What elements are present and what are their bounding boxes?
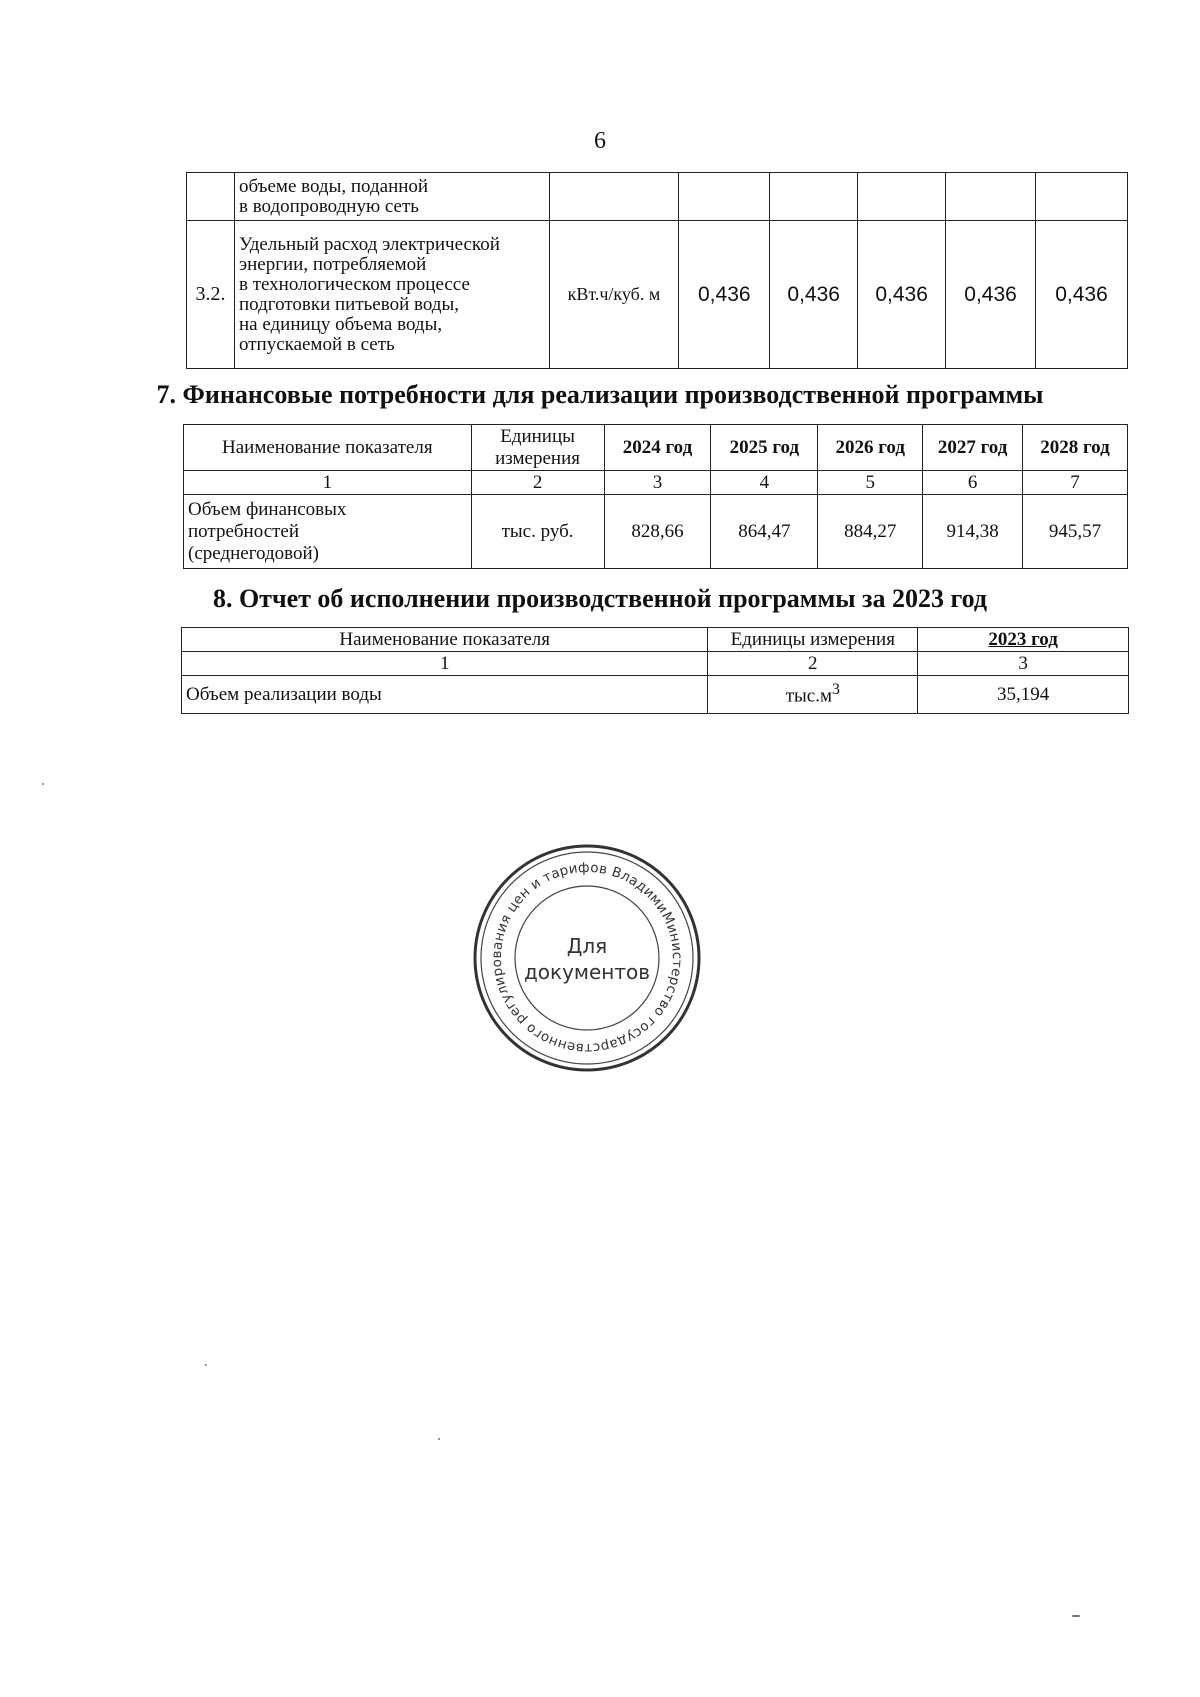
header-name: Наименование показателя xyxy=(182,628,708,652)
stamp-ring-text: Министерство государственного регулирования цен и тарифов Владими xyxy=(488,859,686,1057)
unit-text: тыс.м xyxy=(785,685,832,707)
header-unit xyxy=(471,425,604,471)
value-cell xyxy=(770,173,858,221)
name-line: отпускаемой в сеть xyxy=(238,333,395,355)
value-cell xyxy=(679,173,770,221)
ministry-stamp xyxy=(472,843,702,1073)
table-header-row xyxy=(184,425,1128,471)
column-number: 4 xyxy=(711,471,818,495)
name-line: объеме воды, поданной xyxy=(238,175,429,197)
column-number: 3 xyxy=(918,652,1129,676)
unit-cell xyxy=(708,676,918,714)
stamp-center-text xyxy=(472,933,702,985)
value-cell: 0,436 xyxy=(946,221,1036,369)
name-line: на единицу объема воды, xyxy=(238,313,443,335)
column-number: 7 xyxy=(1023,471,1128,495)
table-row xyxy=(187,221,1128,369)
table-section7-financial-needs xyxy=(183,424,1128,569)
table-section6-continuation xyxy=(186,172,1128,369)
column-number-row xyxy=(182,652,1129,676)
section8-heading: 8. Отчет об исполнении производственной программы за 2023 год xyxy=(212,584,988,613)
section7-heading: 7. Финансовые потребности для реализации производственной программы xyxy=(156,380,1044,409)
page-number: 6 xyxy=(594,128,606,154)
table-header-row xyxy=(182,628,1129,652)
column-number: 2 xyxy=(708,652,918,676)
header-year: 2026 год xyxy=(818,425,923,471)
scan-speck xyxy=(42,783,44,785)
column-number: 1 xyxy=(182,652,708,676)
name-line: Объем финансовых xyxy=(188,498,347,520)
column-number: 1 xyxy=(184,471,472,495)
header-year: 2025 год xyxy=(711,425,818,471)
header-year: 2024 год xyxy=(604,425,711,471)
table-section8-report xyxy=(181,627,1129,714)
scan-speck xyxy=(438,1438,440,1440)
indicator-name-cell xyxy=(184,495,472,569)
header-year: 2028 год xyxy=(1023,425,1128,471)
indicator-name-cell xyxy=(234,173,549,221)
header-unit-line: измерения xyxy=(495,447,580,469)
name-line: Удельный расход электрической xyxy=(238,233,500,255)
value-cell: 828,66 xyxy=(604,495,711,569)
unit-cell xyxy=(549,173,679,221)
table-row xyxy=(182,676,1129,714)
header-year: 2027 год xyxy=(923,425,1023,471)
value-cell: 0,436 xyxy=(770,221,858,369)
unit-superscript: 3 xyxy=(831,681,840,699)
column-number-row xyxy=(184,471,1128,495)
name-line: потребностей xyxy=(188,520,300,542)
header-name: Наименование показателя xyxy=(184,425,472,471)
stamp-center-line: Для xyxy=(566,934,608,958)
value-cell: 0,436 xyxy=(858,221,946,369)
scan-speck xyxy=(1072,1615,1080,1617)
value-cell xyxy=(946,173,1036,221)
scan-speck xyxy=(205,1364,207,1366)
value-cell: 914,38 xyxy=(923,495,1023,569)
value-cell: 0,436 xyxy=(1036,221,1128,369)
value-cell: 864,47 xyxy=(711,495,818,569)
value-cell: 884,27 xyxy=(818,495,923,569)
column-number: 6 xyxy=(923,471,1023,495)
name-line: в технологическом процессе xyxy=(238,273,470,295)
value-cell xyxy=(1036,173,1128,221)
row-number-cell xyxy=(187,173,235,221)
value-cell xyxy=(858,173,946,221)
name-line: энергии, потребляемой xyxy=(238,253,427,275)
table-row xyxy=(184,495,1128,569)
name-line: в водопроводную сеть xyxy=(238,195,419,217)
table-row xyxy=(187,173,1128,221)
stamp-center-line: документов xyxy=(523,960,651,984)
name-line: подготовки питьевой воды, xyxy=(238,293,459,315)
header-year: 2023 год xyxy=(918,628,1129,652)
unit-cell: тыс. руб. xyxy=(471,495,604,569)
column-number: 2 xyxy=(471,471,604,495)
header-unit: Единицы измерения xyxy=(708,628,918,652)
header-unit-line: Единицы xyxy=(500,425,575,447)
column-number: 3 xyxy=(604,471,711,495)
value-cell: 0,436 xyxy=(679,221,770,369)
indicator-name-cell: Объем реализации воды xyxy=(182,676,708,714)
row-number-cell: 3.2. xyxy=(187,221,235,369)
unit-cell: кВт.ч/куб. м xyxy=(549,221,679,369)
value-cell: 35,194 xyxy=(918,676,1129,714)
value-cell: 945,57 xyxy=(1023,495,1128,569)
column-number: 5 xyxy=(818,471,923,495)
name-line: (среднегодовой) xyxy=(188,542,319,564)
indicator-name-cell xyxy=(234,221,549,369)
